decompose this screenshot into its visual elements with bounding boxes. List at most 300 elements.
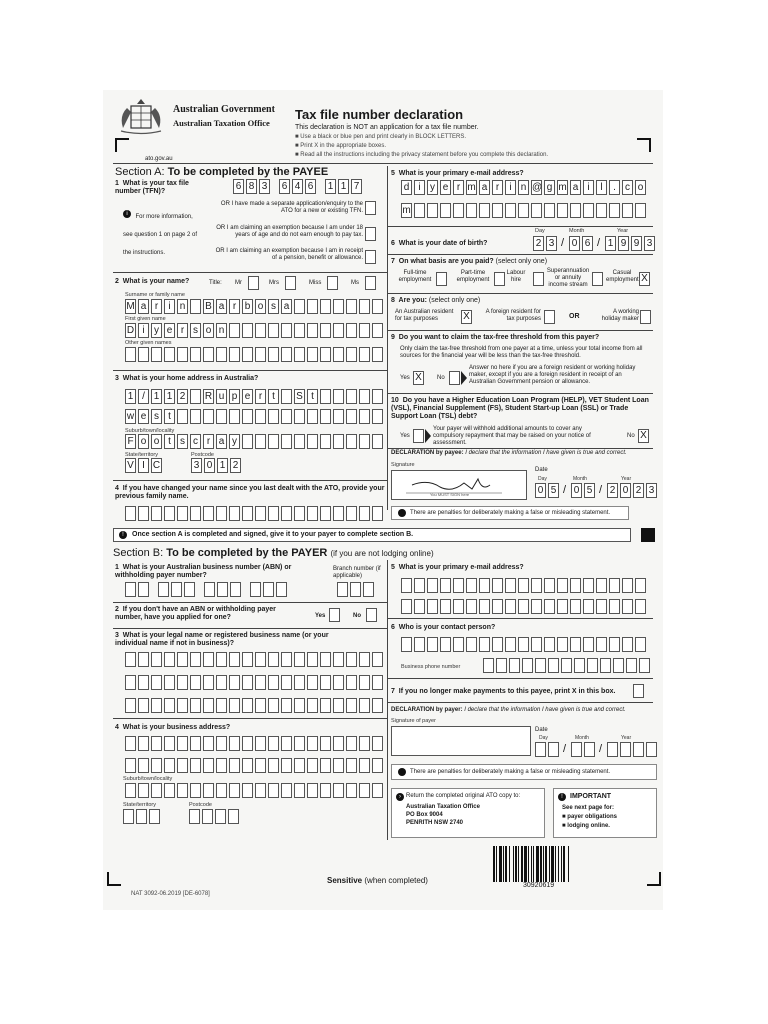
char-cell[interactable] bbox=[203, 409, 214, 424]
char-cell[interactable] bbox=[466, 637, 477, 652]
char-cell[interactable] bbox=[190, 389, 201, 404]
char-cell[interactable] bbox=[359, 409, 370, 424]
char-cell[interactable] bbox=[372, 347, 383, 362]
char-cell[interactable]: D bbox=[126, 325, 135, 336]
char-cell[interactable]: t bbox=[307, 389, 318, 404]
char-cell[interactable]: 1 bbox=[151, 389, 162, 404]
char-cell[interactable] bbox=[294, 409, 305, 424]
basis-labour-hire-checkbox[interactable] bbox=[533, 272, 544, 286]
char-cell[interactable] bbox=[217, 582, 228, 597]
char-cell[interactable]: 6 bbox=[305, 179, 316, 194]
char-cell[interactable]: 0 bbox=[620, 483, 631, 498]
char-cell[interactable]: 0 bbox=[571, 483, 582, 498]
ato-website[interactable]: ato.gov.au bbox=[145, 156, 173, 162]
char-cell[interactable] bbox=[453, 578, 464, 593]
char-cell[interactable] bbox=[622, 203, 633, 218]
char-cell[interactable]: s bbox=[268, 299, 279, 314]
char-cell[interactable] bbox=[635, 203, 646, 218]
char-cell[interactable] bbox=[427, 599, 438, 614]
char-cell[interactable]: 8 bbox=[246, 179, 257, 194]
char-cell[interactable] bbox=[216, 736, 227, 751]
char-cell[interactable] bbox=[333, 347, 344, 362]
char-cell[interactable] bbox=[401, 599, 412, 614]
char-cell[interactable] bbox=[320, 736, 331, 751]
char-cell[interactable] bbox=[138, 758, 149, 773]
char-cell[interactable] bbox=[535, 742, 546, 757]
char-cell[interactable] bbox=[307, 783, 318, 798]
char-cell[interactable] bbox=[164, 506, 175, 521]
char-cell[interactable]: s bbox=[177, 434, 188, 449]
char-cell[interactable] bbox=[276, 582, 287, 597]
char-cell[interactable] bbox=[229, 698, 240, 713]
char-cell[interactable] bbox=[363, 582, 374, 597]
char-cell[interactable] bbox=[646, 742, 657, 757]
char-cell[interactable]: a bbox=[216, 299, 227, 314]
char-cell[interactable] bbox=[177, 783, 188, 798]
char-cell[interactable] bbox=[216, 652, 227, 667]
char-cell[interactable] bbox=[372, 299, 383, 314]
char-cell[interactable]: 1 bbox=[164, 389, 175, 404]
tfn-option-separate-checkbox[interactable] bbox=[365, 201, 376, 215]
char-cell[interactable] bbox=[164, 698, 175, 713]
char-cell[interactable]: 9 bbox=[618, 236, 629, 251]
char-cell[interactable] bbox=[294, 783, 305, 798]
char-cell[interactable] bbox=[229, 758, 240, 773]
char-cell[interactable] bbox=[229, 409, 240, 424]
char-cell[interactable]: 3 bbox=[259, 179, 270, 194]
char-cell[interactable] bbox=[320, 675, 331, 690]
char-cell[interactable] bbox=[125, 758, 136, 773]
char-cell[interactable]: y bbox=[427, 180, 438, 195]
char-cell[interactable] bbox=[333, 506, 344, 521]
char-cell[interactable] bbox=[596, 637, 607, 652]
char-cell[interactable] bbox=[359, 758, 370, 773]
char-cell[interactable] bbox=[294, 434, 305, 449]
char-cell[interactable]: t bbox=[164, 409, 175, 424]
char-cell[interactable] bbox=[125, 736, 136, 751]
char-cell[interactable] bbox=[570, 203, 581, 218]
char-cell[interactable]: o bbox=[138, 434, 149, 449]
char-cell[interactable]: 3 bbox=[191, 458, 202, 473]
char-cell[interactable] bbox=[346, 652, 357, 667]
char-cell[interactable] bbox=[190, 506, 201, 521]
char-cell[interactable] bbox=[372, 698, 383, 713]
char-cell[interactable] bbox=[229, 652, 240, 667]
char-cell[interactable] bbox=[531, 203, 542, 218]
char-cell[interactable] bbox=[281, 783, 292, 798]
char-cell[interactable] bbox=[320, 652, 331, 667]
char-cell[interactable] bbox=[346, 506, 357, 521]
char-cell[interactable] bbox=[138, 347, 149, 362]
char-cell[interactable]: e bbox=[242, 389, 253, 404]
char-cell[interactable]: 0 bbox=[535, 483, 546, 498]
char-cell[interactable] bbox=[466, 599, 477, 614]
char-cell[interactable]: 3 bbox=[646, 483, 657, 498]
char-cell[interactable] bbox=[294, 323, 305, 338]
char-cell[interactable] bbox=[164, 758, 175, 773]
char-cell[interactable] bbox=[216, 758, 227, 773]
char-cell[interactable] bbox=[440, 578, 451, 593]
char-cell[interactable] bbox=[255, 736, 266, 751]
char-cell[interactable] bbox=[242, 434, 253, 449]
char-cell[interactable] bbox=[333, 434, 344, 449]
char-cell[interactable] bbox=[204, 582, 215, 597]
char-cell[interactable] bbox=[255, 323, 266, 338]
char-cell[interactable]: r bbox=[177, 323, 188, 338]
char-cell[interactable]: 6 bbox=[233, 179, 244, 194]
char-cell[interactable] bbox=[307, 652, 318, 667]
char-cell[interactable] bbox=[635, 637, 646, 652]
char-cell[interactable] bbox=[320, 409, 331, 424]
basis-full-time-checkbox[interactable] bbox=[436, 272, 447, 286]
char-cell[interactable]: t bbox=[164, 434, 175, 449]
char-cell[interactable] bbox=[333, 389, 344, 404]
char-cell[interactable] bbox=[359, 506, 370, 521]
title-mr-checkbox[interactable] bbox=[248, 276, 259, 290]
char-cell[interactable]: 5 bbox=[584, 483, 595, 498]
char-cell[interactable] bbox=[242, 758, 253, 773]
char-cell[interactable]: 0 bbox=[204, 458, 215, 473]
char-cell[interactable] bbox=[333, 409, 344, 424]
char-cell[interactable] bbox=[401, 578, 412, 593]
char-cell[interactable] bbox=[346, 783, 357, 798]
char-cell[interactable] bbox=[414, 599, 425, 614]
char-cell[interactable]: e bbox=[440, 180, 451, 195]
char-cell[interactable] bbox=[359, 698, 370, 713]
char-cell[interactable]: M bbox=[126, 301, 135, 312]
char-cell[interactable] bbox=[255, 758, 266, 773]
char-cell[interactable] bbox=[268, 675, 279, 690]
char-cell[interactable] bbox=[138, 506, 149, 521]
title-mrs-checkbox[interactable] bbox=[285, 276, 296, 290]
char-cell[interactable] bbox=[229, 675, 240, 690]
char-cell[interactable] bbox=[320, 698, 331, 713]
char-cell[interactable]: C bbox=[152, 460, 161, 471]
char-cell[interactable] bbox=[570, 578, 581, 593]
char-cell[interactable] bbox=[136, 809, 147, 824]
char-cell[interactable]: 6 bbox=[582, 236, 593, 251]
char-cell[interactable] bbox=[281, 698, 292, 713]
char-cell[interactable] bbox=[372, 434, 383, 449]
char-cell[interactable] bbox=[125, 698, 136, 713]
char-cell[interactable] bbox=[483, 658, 494, 673]
char-cell[interactable] bbox=[268, 698, 279, 713]
char-cell[interactable] bbox=[229, 347, 240, 362]
char-cell[interactable] bbox=[492, 637, 503, 652]
char-cell[interactable] bbox=[255, 783, 266, 798]
char-cell[interactable] bbox=[151, 652, 162, 667]
char-cell[interactable]: 1 bbox=[125, 389, 136, 404]
char-cell[interactable] bbox=[216, 675, 227, 690]
char-cell[interactable]: I bbox=[138, 458, 149, 473]
threshold-no-checkbox[interactable] bbox=[449, 371, 460, 385]
char-cell[interactable]: 3 bbox=[546, 236, 557, 251]
char-cell[interactable] bbox=[294, 299, 305, 314]
char-cell[interactable]: n bbox=[177, 299, 188, 314]
char-cell[interactable] bbox=[307, 323, 318, 338]
char-cell[interactable] bbox=[230, 582, 241, 597]
char-cell[interactable] bbox=[164, 347, 175, 362]
char-cell[interactable]: y bbox=[229, 434, 240, 449]
char-cell[interactable] bbox=[125, 582, 136, 597]
loan-yes-checkbox[interactable] bbox=[413, 429, 424, 443]
char-cell[interactable] bbox=[622, 578, 633, 593]
char-cell[interactable] bbox=[215, 809, 226, 824]
char-cell[interactable] bbox=[372, 389, 383, 404]
char-cell[interactable] bbox=[372, 506, 383, 521]
char-cell[interactable]: b bbox=[242, 299, 253, 314]
char-cell[interactable] bbox=[492, 599, 503, 614]
char-cell[interactable] bbox=[544, 203, 555, 218]
char-cell[interactable] bbox=[609, 637, 620, 652]
char-cell[interactable] bbox=[320, 434, 331, 449]
char-cell[interactable] bbox=[149, 809, 160, 824]
char-cell[interactable] bbox=[372, 783, 383, 798]
char-cell[interactable] bbox=[268, 758, 279, 773]
char-cell[interactable] bbox=[229, 783, 240, 798]
char-cell[interactable] bbox=[440, 637, 451, 652]
char-cell[interactable] bbox=[281, 736, 292, 751]
resident-australian-checkbox[interactable]: X bbox=[461, 310, 472, 324]
char-cell[interactable] bbox=[242, 347, 253, 362]
char-cell[interactable] bbox=[203, 347, 214, 362]
char-cell[interactable]: 2 bbox=[607, 483, 618, 498]
char-cell[interactable] bbox=[320, 299, 331, 314]
char-cell[interactable] bbox=[613, 658, 624, 673]
char-cell[interactable] bbox=[229, 736, 240, 751]
char-cell[interactable] bbox=[639, 658, 650, 673]
char-cell[interactable]: r bbox=[203, 434, 214, 449]
char-cell[interactable] bbox=[151, 347, 162, 362]
char-cell[interactable] bbox=[333, 736, 344, 751]
basis-superannuation-checkbox[interactable] bbox=[592, 272, 603, 286]
char-cell[interactable] bbox=[505, 637, 516, 652]
char-cell[interactable] bbox=[496, 658, 507, 673]
char-cell[interactable] bbox=[414, 637, 425, 652]
char-cell[interactable] bbox=[190, 652, 201, 667]
char-cell[interactable] bbox=[242, 783, 253, 798]
char-cell[interactable] bbox=[203, 652, 214, 667]
char-cell[interactable]: d bbox=[401, 180, 412, 195]
char-cell[interactable] bbox=[203, 783, 214, 798]
char-cell[interactable]: F bbox=[125, 434, 136, 449]
char-cell[interactable] bbox=[346, 409, 357, 424]
char-cell[interactable]: V bbox=[125, 458, 136, 473]
char-cell[interactable] bbox=[479, 599, 490, 614]
char-cell[interactable] bbox=[184, 582, 195, 597]
char-cell[interactable] bbox=[268, 652, 279, 667]
char-cell[interactable]: c bbox=[190, 434, 201, 449]
char-cell[interactable] bbox=[158, 582, 169, 597]
char-cell[interactable]: 7 bbox=[351, 179, 362, 194]
char-cell[interactable]: i bbox=[164, 299, 175, 314]
char-cell[interactable] bbox=[164, 652, 175, 667]
char-cell[interactable]: u bbox=[216, 389, 227, 404]
char-cell[interactable] bbox=[372, 409, 383, 424]
char-cell[interactable]: o bbox=[203, 323, 214, 338]
char-cell[interactable]: 2 bbox=[533, 236, 544, 251]
char-cell[interactable] bbox=[548, 742, 559, 757]
char-cell[interactable]: 9 bbox=[631, 236, 642, 251]
char-cell[interactable] bbox=[307, 698, 318, 713]
char-cell[interactable] bbox=[190, 783, 201, 798]
char-cell[interactable] bbox=[216, 347, 227, 362]
char-cell[interactable] bbox=[177, 409, 188, 424]
char-cell[interactable] bbox=[509, 658, 520, 673]
char-cell[interactable] bbox=[609, 599, 620, 614]
char-cell[interactable] bbox=[268, 506, 279, 521]
char-cell[interactable]: 2 bbox=[177, 389, 188, 404]
char-cell[interactable] bbox=[557, 578, 568, 593]
char-cell[interactable] bbox=[307, 758, 318, 773]
char-cell[interactable] bbox=[190, 409, 201, 424]
char-cell[interactable] bbox=[620, 742, 631, 757]
char-cell[interactable] bbox=[372, 675, 383, 690]
char-cell[interactable] bbox=[427, 578, 438, 593]
char-cell[interactable] bbox=[203, 698, 214, 713]
char-cell[interactable] bbox=[320, 783, 331, 798]
char-cell[interactable] bbox=[557, 599, 568, 614]
char-cell[interactable] bbox=[350, 582, 361, 597]
char-cell[interactable] bbox=[138, 675, 149, 690]
char-cell[interactable]: 4 bbox=[292, 179, 303, 194]
basis-casual-checkbox[interactable]: X bbox=[639, 272, 650, 286]
char-cell[interactable] bbox=[216, 698, 227, 713]
char-cell[interactable] bbox=[171, 582, 182, 597]
char-cell[interactable] bbox=[372, 323, 383, 338]
char-cell[interactable] bbox=[320, 323, 331, 338]
char-cell[interactable] bbox=[359, 675, 370, 690]
char-cell[interactable] bbox=[151, 758, 162, 773]
char-cell[interactable]: p bbox=[229, 389, 240, 404]
char-cell[interactable] bbox=[518, 637, 529, 652]
char-cell[interactable] bbox=[229, 323, 240, 338]
char-cell[interactable] bbox=[320, 506, 331, 521]
char-cell[interactable] bbox=[294, 506, 305, 521]
char-cell[interactable]: 1 bbox=[325, 179, 336, 194]
char-cell[interactable] bbox=[203, 736, 214, 751]
char-cell[interactable]: m bbox=[558, 182, 567, 193]
char-cell[interactable]: e bbox=[164, 323, 175, 338]
char-cell[interactable] bbox=[333, 783, 344, 798]
char-cell[interactable]: i bbox=[505, 180, 516, 195]
char-cell[interactable] bbox=[359, 736, 370, 751]
char-cell[interactable] bbox=[359, 299, 370, 314]
char-cell[interactable]: g bbox=[544, 180, 555, 195]
char-cell[interactable] bbox=[151, 506, 162, 521]
char-cell[interactable]: i bbox=[138, 323, 149, 338]
char-cell[interactable] bbox=[281, 434, 292, 449]
working-holiday-maker-checkbox[interactable] bbox=[640, 310, 651, 324]
char-cell[interactable] bbox=[125, 347, 136, 362]
char-cell[interactable] bbox=[548, 658, 559, 673]
char-cell[interactable] bbox=[333, 323, 344, 338]
char-cell[interactable] bbox=[557, 203, 568, 218]
char-cell[interactable] bbox=[561, 658, 572, 673]
char-cell[interactable]: 0 bbox=[569, 236, 580, 251]
char-cell[interactable] bbox=[372, 652, 383, 667]
char-cell[interactable] bbox=[263, 582, 274, 597]
char-cell[interactable] bbox=[635, 578, 646, 593]
char-cell[interactable] bbox=[151, 783, 162, 798]
char-cell[interactable] bbox=[164, 736, 175, 751]
char-cell[interactable]: m bbox=[402, 205, 411, 216]
char-cell[interactable] bbox=[583, 637, 594, 652]
char-cell[interactable] bbox=[583, 599, 594, 614]
char-cell[interactable] bbox=[401, 637, 412, 652]
char-cell[interactable] bbox=[531, 599, 542, 614]
char-cell[interactable]: r bbox=[492, 180, 503, 195]
char-cell[interactable] bbox=[544, 637, 555, 652]
char-cell[interactable] bbox=[281, 323, 292, 338]
char-cell[interactable] bbox=[359, 434, 370, 449]
char-cell[interactable] bbox=[268, 347, 279, 362]
char-cell[interactable] bbox=[294, 675, 305, 690]
char-cell[interactable] bbox=[346, 434, 357, 449]
char-cell[interactable] bbox=[203, 506, 214, 521]
char-cell[interactable]: i bbox=[583, 180, 594, 195]
char-cell[interactable]: r bbox=[151, 299, 162, 314]
char-cell[interactable] bbox=[492, 203, 503, 218]
loan-no-checkbox[interactable]: X bbox=[638, 429, 649, 443]
char-cell[interactable] bbox=[281, 389, 292, 404]
char-cell[interactable] bbox=[281, 409, 292, 424]
char-cell[interactable] bbox=[164, 675, 175, 690]
char-cell[interactable] bbox=[177, 506, 188, 521]
char-cell[interactable] bbox=[242, 698, 253, 713]
char-cell[interactable] bbox=[466, 578, 477, 593]
char-cell[interactable] bbox=[570, 637, 581, 652]
applied-no-checkbox[interactable] bbox=[366, 608, 377, 622]
char-cell[interactable] bbox=[346, 758, 357, 773]
char-cell[interactable] bbox=[281, 758, 292, 773]
char-cell[interactable] bbox=[125, 506, 136, 521]
char-cell[interactable] bbox=[346, 347, 357, 362]
char-cell[interactable] bbox=[346, 299, 357, 314]
char-cell[interactable] bbox=[414, 203, 425, 218]
char-cell[interactable] bbox=[492, 578, 503, 593]
char-cell[interactable] bbox=[281, 652, 292, 667]
char-cell[interactable] bbox=[427, 637, 438, 652]
char-cell[interactable]: @ bbox=[532, 182, 543, 193]
char-cell[interactable] bbox=[268, 783, 279, 798]
char-cell[interactable] bbox=[622, 599, 633, 614]
char-cell[interactable] bbox=[359, 652, 370, 667]
char-cell[interactable] bbox=[177, 698, 188, 713]
char-cell[interactable] bbox=[440, 599, 451, 614]
char-cell[interactable] bbox=[177, 652, 188, 667]
char-cell[interactable] bbox=[609, 578, 620, 593]
char-cell[interactable] bbox=[596, 578, 607, 593]
char-cell[interactable] bbox=[333, 698, 344, 713]
char-cell[interactable] bbox=[479, 203, 490, 218]
char-cell[interactable]: y bbox=[151, 323, 162, 338]
char-cell[interactable]: a bbox=[479, 180, 490, 195]
char-cell[interactable] bbox=[414, 578, 425, 593]
char-cell[interactable] bbox=[346, 323, 357, 338]
char-cell[interactable] bbox=[531, 578, 542, 593]
char-cell[interactable] bbox=[229, 506, 240, 521]
char-cell[interactable]: 1 bbox=[605, 236, 616, 251]
char-cell[interactable] bbox=[359, 389, 370, 404]
char-cell[interactable] bbox=[583, 203, 594, 218]
char-cell[interactable] bbox=[250, 582, 261, 597]
char-cell[interactable] bbox=[177, 736, 188, 751]
char-cell[interactable] bbox=[320, 347, 331, 362]
char-cell[interactable]: n bbox=[518, 180, 529, 195]
char-cell[interactable] bbox=[138, 582, 149, 597]
char-cell[interactable]: R bbox=[204, 391, 213, 402]
